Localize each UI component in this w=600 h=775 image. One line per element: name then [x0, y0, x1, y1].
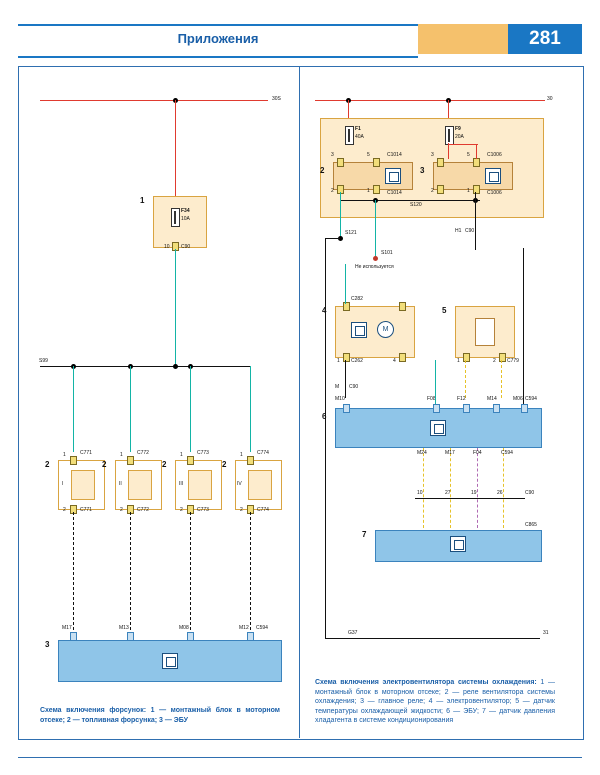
callout-2-right: 2 [320, 166, 325, 175]
ecu-connector-left: C594 [256, 625, 268, 631]
connector-bottom-2: C772 [137, 507, 149, 513]
injector-feed-3 [190, 366, 191, 452]
trunk-top [325, 238, 340, 239]
column-divider [299, 66, 300, 738]
relay-2-pin-3: 3 [331, 152, 334, 158]
fuse-name: F34 [181, 208, 190, 214]
callout-1: 1 [140, 196, 145, 205]
splice-label-s99: S99 [39, 358, 48, 364]
page-number: 281 [508, 24, 582, 54]
wire-to-s101 [375, 200, 376, 258]
callout-7: 7 [362, 530, 367, 539]
sensor5-wire-1 [465, 360, 466, 398]
pin: 1 [240, 452, 243, 458]
callout-5: 5 [442, 306, 447, 315]
splice-dot-s101 [373, 256, 378, 261]
ecu-symbol [162, 653, 178, 669]
page-header [18, 24, 582, 58]
feed-f1 [348, 100, 349, 118]
left-rail-label: 30S [272, 96, 281, 102]
sensor5-wire-2 [501, 360, 502, 398]
m7-wire-3 [477, 448, 478, 528]
terminal [187, 456, 194, 465]
page-title: Приложения [177, 31, 259, 46]
pin: 1 [63, 452, 66, 458]
m7-bus [415, 498, 525, 499]
fan-connector-symbol [351, 322, 367, 338]
bottom-rail-label: 31 [543, 630, 549, 636]
terminal [473, 158, 480, 167]
splice-s120: S120 [410, 202, 422, 208]
terminal [373, 185, 380, 194]
callout-3: 3 [45, 640, 50, 649]
relay-2-connector-bottom: C1014 [387, 190, 402, 196]
relay-2-connector-top: C1014 [387, 152, 402, 158]
injector-roman-4: IV [237, 481, 242, 487]
motor-icon: М [377, 321, 394, 338]
fan-connector-bottom: C262 [351, 358, 363, 364]
callout-3-right: 3 [420, 166, 425, 175]
relay-2-pin-1: 1 [367, 188, 370, 194]
terminal [337, 158, 344, 167]
fan-pin-4: 4 [393, 358, 396, 364]
fan-pin-1: 1 [337, 358, 340, 364]
sensor-symbol-5 [475, 318, 495, 346]
not-used-note: Не используется [355, 264, 394, 270]
m7-pin-19: 19 [471, 490, 477, 496]
fuse-f9-name: F9 [455, 126, 461, 132]
m7-connector-594: C594 [501, 450, 513, 456]
sensor5-pin-2: 2 [493, 358, 496, 364]
terminal [437, 185, 444, 194]
m6-pin-4: M14 [487, 396, 497, 402]
terminal [463, 404, 470, 413]
m7-wire-2 [450, 448, 451, 528]
fuse-icon [345, 126, 354, 145]
callout-2: 2 [222, 460, 227, 469]
m7-connector-mid: C90 [525, 490, 535, 496]
pin: 2 [120, 507, 123, 513]
left-power-rail [40, 100, 268, 101]
m7-pin-27: 27 [445, 490, 451, 496]
callout-2: 2 [102, 460, 107, 469]
relay-3-connector-bottom: C1006 [487, 190, 502, 196]
m6-pin-3: F12 [457, 396, 466, 402]
m7-pin-10: 10 [417, 490, 423, 496]
sensor5-pin-1: 1 [457, 358, 460, 364]
injector-symbol-4 [248, 470, 272, 500]
wire-code: C90 [465, 228, 475, 234]
m7-connector: C865 [525, 522, 537, 528]
ground-label: G37 [348, 630, 358, 636]
connector-c90: C90 [349, 384, 359, 390]
terminal [399, 353, 406, 362]
fan-box [335, 306, 415, 358]
fusebox-1 [153, 196, 207, 248]
relay-3-pin-5: 5 [467, 152, 470, 158]
ground-trunk [325, 238, 326, 638]
left-feed-wire [175, 100, 176, 198]
pin: 1 [120, 452, 123, 458]
injector-return-1 [73, 512, 74, 630]
terminal [521, 404, 528, 413]
injector-return-3 [190, 512, 191, 630]
connector-bottom-4: C774 [257, 507, 269, 513]
terminal [70, 456, 77, 465]
m7-pin-26: 26 [497, 490, 503, 496]
splice-bus-s120 [340, 200, 480, 201]
fuse-f1-rating: 40A [355, 134, 364, 140]
fuse-icon [445, 126, 454, 145]
injector-roman-1: I [62, 481, 64, 487]
callout-4: 4 [322, 306, 327, 315]
terminal [127, 456, 134, 465]
relay-3-jumper-v [448, 143, 449, 159]
wire-code: M08 [179, 625, 189, 631]
right-caption-text: 1 — монтажный блок в моторном отсеке; 2 — реле вентилятора системы охлаждения; 3 — главное реле; 4 — электровентилятор; 5 — датчик температуры охлаждающей жидкости; 6 — ЭБУ; 7 — датчик давления хладагента в системе кондиционирования [315, 679, 555, 725]
pin: 2 [63, 507, 66, 513]
relay-3-symbol [485, 168, 501, 184]
injector-symbol-3 [188, 470, 212, 500]
module-7-symbol [450, 536, 466, 552]
wire-code: M17 [62, 625, 72, 631]
callout-2: 2 [45, 460, 50, 469]
relay-3-pin-2: 2 [431, 188, 434, 194]
terminal [247, 456, 254, 465]
relay-2-symbol [385, 168, 401, 184]
relay-3-pin-1: 1 [467, 188, 470, 194]
bottom-rail-right [325, 638, 540, 639]
sensor5-connector: C779 [507, 358, 519, 364]
left-caption: Схема включения форсунок: 1 — монтажный блок в моторном отсеке; 2 — топливная форсунка; 3 — ЭБУ [40, 707, 280, 724]
injector-feed-4 [250, 366, 251, 452]
connector-top-1: C771 [80, 450, 92, 456]
m6-pin-5: M06 [513, 396, 523, 402]
fuse-icon [171, 208, 180, 227]
m6-feed-b [523, 248, 524, 404]
injector-feed-1 [73, 366, 74, 452]
pin: 2 [180, 507, 183, 513]
wire-code: M [335, 384, 340, 390]
pin: 1 [180, 452, 183, 458]
relay-3-jumper-v2 [476, 144, 477, 159]
injector-symbol-1 [71, 470, 95, 500]
fuse-connector: C90 [181, 244, 191, 250]
m6-pin-1: M10 [335, 396, 345, 402]
wire-to-s121 [340, 192, 341, 238]
m6-pin-2: F08 [427, 396, 436, 402]
splice-s121: S121 [345, 230, 357, 236]
junction-dot [173, 364, 178, 369]
left-wiring-diagram [39, 78, 282, 724]
m6-feed-a [435, 360, 436, 404]
right-wiring-diagram [315, 78, 557, 725]
pin: 2 [240, 507, 243, 513]
m7-wire-1 [423, 448, 424, 528]
injector-roman-2: II [119, 481, 122, 487]
wire-code: M12 [239, 625, 249, 631]
wire-code: M13 [119, 625, 129, 631]
terminal [433, 404, 440, 413]
m6-connector: C594 [525, 396, 537, 402]
connector-top-4: C774 [257, 450, 269, 456]
footer-rule [18, 757, 582, 758]
left-teal-wire [175, 249, 176, 366]
terminal [437, 158, 444, 167]
fan-feed [345, 264, 346, 304]
right-caption [315, 678, 555, 726]
feed-f9 [448, 100, 449, 118]
relay-2-pin-5: 5 [367, 152, 370, 158]
relay-3-connector-top: C1006 [487, 152, 502, 158]
connector-bottom-3: C773 [197, 507, 209, 513]
splice-s101: S101 [381, 250, 393, 256]
relay3-out [475, 192, 476, 250]
connector-bottom-1: C771 [80, 507, 92, 513]
terminal [493, 404, 500, 413]
fuse-pin: 10 [164, 244, 170, 250]
right-caption-bold: Схема включения электровентилятора системы охлаждения: [315, 679, 537, 686]
injector-return-2 [130, 512, 131, 630]
callout-6: 6 [322, 412, 327, 421]
terminal [343, 404, 350, 413]
injector-return-4 [250, 512, 251, 630]
relay-3-jumper [448, 144, 478, 145]
fan-return [345, 360, 346, 398]
m7-code-1: M24 [417, 450, 427, 456]
terminal [399, 302, 406, 311]
header-band [418, 24, 508, 54]
callout-2: 2 [162, 460, 167, 469]
m7-wire-4 [503, 448, 504, 528]
fuse-rating: 10A [181, 216, 190, 222]
fan-connector-top: C282 [351, 296, 363, 302]
injector-symbol-2 [128, 470, 152, 500]
module-6-symbol [430, 420, 446, 436]
fuse-f1-name: F1 [355, 126, 361, 132]
pin-code: H1 [455, 228, 462, 234]
connector-top-2: C772 [137, 450, 149, 456]
terminal [373, 158, 380, 167]
fuse-f9-rating: 20A [455, 134, 464, 140]
m7-code-2: M17 [445, 450, 455, 456]
m7-code-3: F04 [473, 450, 482, 456]
injector-feed-2 [130, 366, 131, 452]
connector-top-3: C773 [197, 450, 209, 456]
injector-roman-3: III [179, 481, 184, 487]
relay-3-pin-3: 3 [431, 152, 434, 158]
relay-2-pin-2: 2 [331, 188, 334, 194]
right-rail-label: 30 [547, 96, 553, 102]
